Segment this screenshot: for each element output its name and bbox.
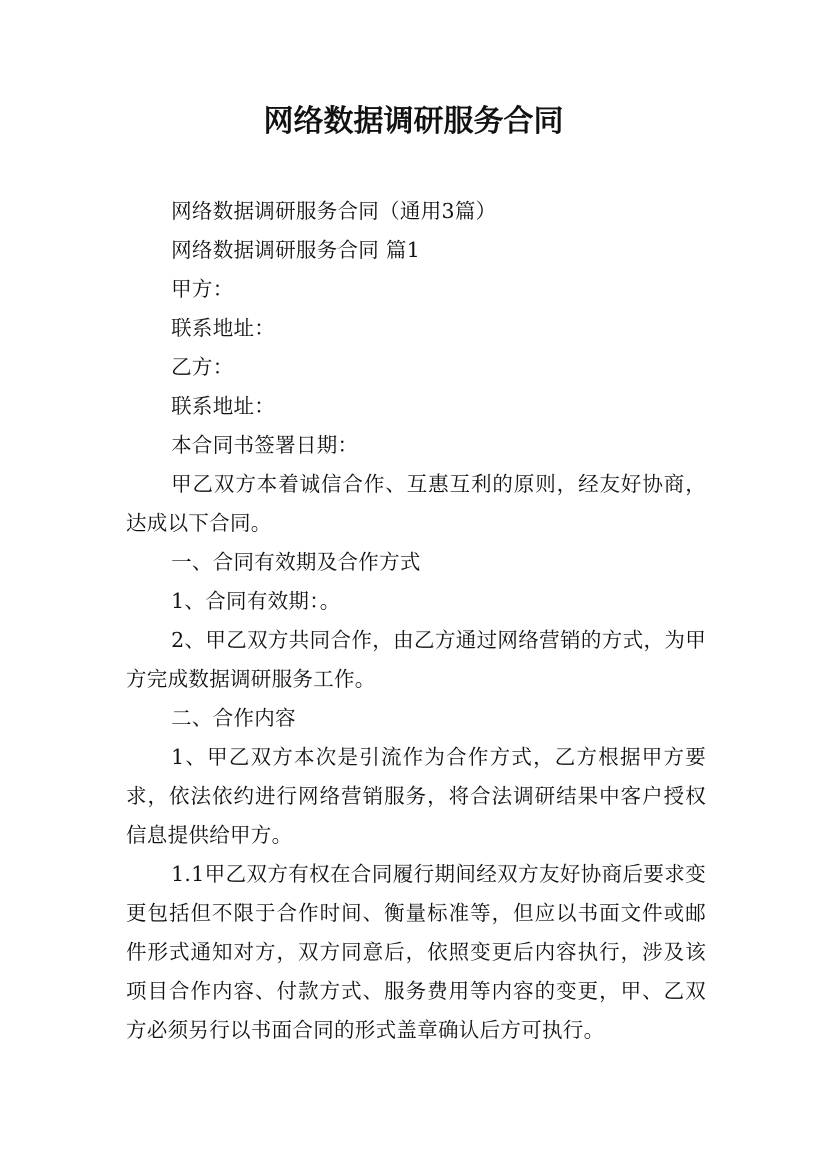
clause-heading-2: 二、合作内容 [171, 706, 296, 730]
party-b-address-line: 联系地址： [171, 394, 276, 418]
party-a-line: 甲方： [171, 277, 234, 301]
clause-1-1: 1、合同有效期：。 [171, 589, 341, 613]
party-a-address-line: 联系地址： [171, 316, 276, 340]
clause-1-2: 2、甲乙双方共同合作，由乙方通过网络营销的方式，为甲方完成数据调研服务工作。 [126, 628, 706, 691]
clause-2-1-1: 1.1甲乙双方有权在合同履行期间经双方友好协商后要求变更包括但不限于合作时间、衡量标准等，但应以书面文件或邮件形式通知对方，双方同意后，依照变更后内容执行，涉及该项目合作内容、付款方式、服务费用等内容的变更，甲、乙双方必须另行以书面合同的形式盖章确认后方可执行。 [126, 862, 706, 1042]
section-heading-paragraph: 网络数据调研服务合同 篇1 [171, 238, 421, 262]
clause-heading-1: 一、合同有效期及合作方式 [171, 550, 421, 574]
document-body [126, 192, 706, 1050]
preamble-paragraph: 甲乙双方本着诚信合作、互惠互利的原则，经友好协商，达成以下合同。 [126, 472, 706, 535]
clause-2-1: 1、甲乙双方本次是引流作为合作方式，乙方根据甲方要求，依法依约进行网络营销服务，将合法调研结果中客户授权信息提供给甲方。 [126, 745, 706, 847]
document-title: 网络数据调研服务合同 [263, 104, 564, 139]
party-b-line: 乙方： [171, 355, 234, 379]
subtitle-paragraph: 网络数据调研服务合同（通用3篇） [171, 199, 497, 223]
signing-date-line: 本合同书签署日期： [171, 433, 359, 457]
